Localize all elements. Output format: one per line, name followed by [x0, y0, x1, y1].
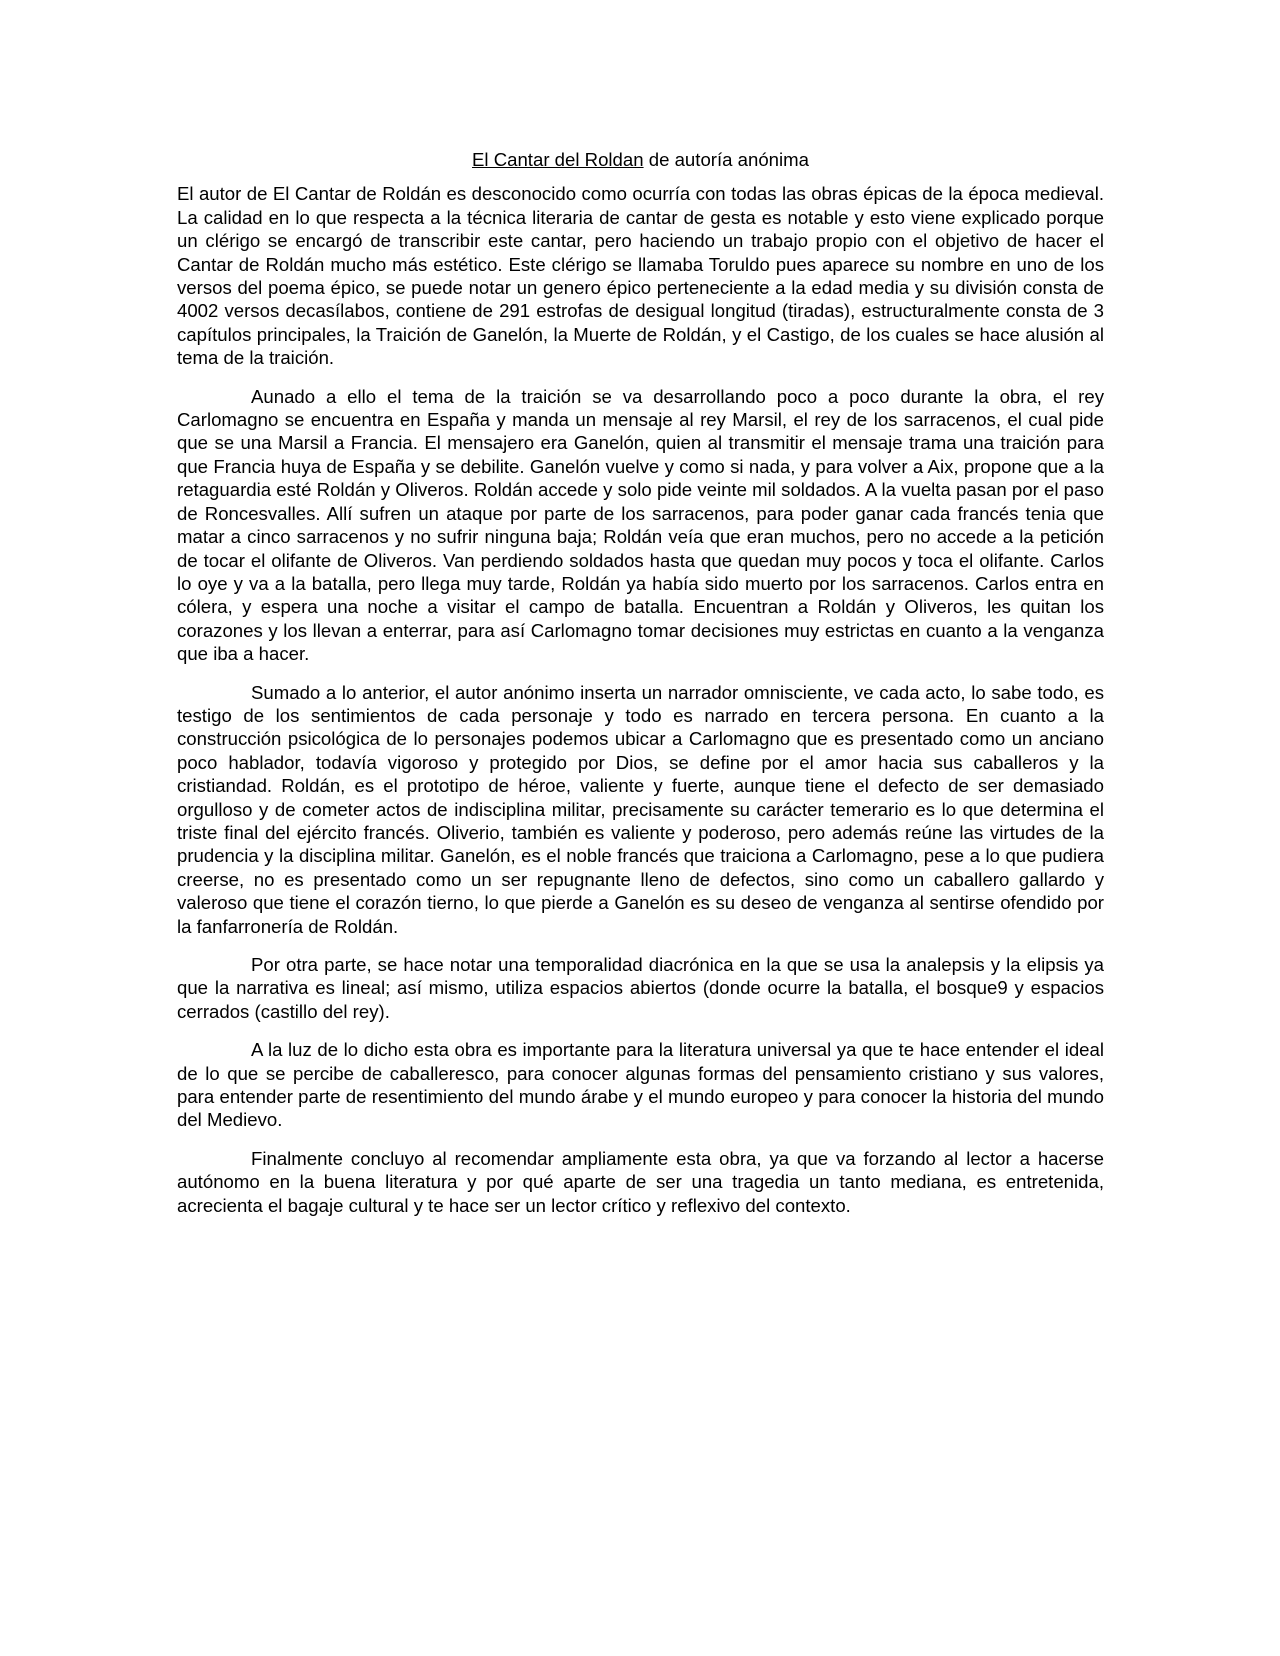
title-rest: de autoría anónima: [643, 149, 809, 170]
paragraph-3: Sumado a lo anterior, el autor anónimo inserta un narrador omnisciente, ve cada acto, lo sabe todo, es testigo de los sentimientos de cada personaje y todo es narrado en tercera persona. En cuanto a la construcción psicológica de lo personajes podemos ubicar a Carlomagno que es presentado como un anciano poco hablador, todavía vigoroso y protegido por Dios, se define por el amor hacia sus caballeros y la cristiandad. Roldán, es el prototipo de héroe, valiente y fuerte, aunque tiene el defecto de ser demasiado orgulloso y de cometer actos de indisciplina militar, precisamente su carácter temerario es lo que determina el triste final del ejército francés. Oliverio, también es valiente y poderoso, pero además reúne las virtudes de la prudencia y la disciplina militar. Ganelón, es el noble francés que traiciona a Carlomagno, pese a lo que pudiera creerse, no es presentado como un ser repugnante lleno de defectos, sino como un caballero gallardo y valeroso que tiene el corazón tierno, lo que pierde a Ganelón es su deseo de venganza al sentirse ofendido por la fanfarronería de Roldán.: [177, 681, 1104, 937]
paragraph-6: Finalmente concluyo al recomendar ampliamente esta obra, ya que va forzando al lector a hacerse autónomo en la buena literatura y por qué aparte de ser una tragedia un tanto mediana, es entretenida, acrecienta el bagaje cultural y te hace ser un lector crítico y reflexivo del contexto.: [177, 1147, 1104, 1216]
document-page: [177, 148, 1104, 1232]
paragraph-2: Aunado a ello el tema de la traición se va desarrollando poco a poco durante la obra, el rey Carlomagno se encuentra en España y manda un mensaje al rey Marsil, el rey de los sarracenos, el cual pide que se una Marsil a Francia. El mensajero era Ganelón, quien al transmitir el mensaje trama una traición para que Francia huya de España y se debilite. Ganelón vuelve y como si nada, y para volver a Aix, propone que a la retaguardia esté Roldán y Oliveros. Roldán accede y solo pide veinte mil soldados. A la vuelta pasan por el paso de Roncesvalles. Allí sufren un ataque por parte de los sarracenos, para poder ganar cada francés tenia que matar a cinco sarracenos y no sufrir ninguna baja; Roldán veía que eran muchos, pero no accede a la petición de tocar el olifante de Oliveros. Van perdiendo soldados hasta que quedan muy pocos y toca el olifante. Carlos lo oye y va a la batalla, pero llega muy tarde, Roldán ya había sido muerto por los sarracenos. Carlos entra en cólera, y espera una noche a visitar el campo de batalla. Encuentran a Roldán y Oliveros, les quitan los corazones y los llevan a enterrar, para así Carlomagno tomar decisiones muy estrictas en cuanto a la venganza que iba a hacer.: [177, 385, 1104, 665]
title-underlined: El Cantar del Roldan: [472, 149, 644, 170]
document-title: [177, 148, 1104, 171]
paragraph-4: Por otra parte, se hace notar una temporalidad diacrónica en la que se usa la analepsis y la elipsis ya que la narrativa es lineal; así mismo, utiliza espacios abiertos (donde ocurre la batalla, el bosque9 y espacios cerrados (castillo del rey).: [177, 954, 1104, 1022]
paragraph-5: A la luz de lo dicho esta obra es importante para la literatura universal ya que te hace entender el ideal de lo que se percibe de caballeresco, para conocer algunas formas del pensamiento cristiano y sus valores, para entender parte de resentimiento del mundo árabe y el mundo europeo y para conocer la historia del mundo del Medievo.: [177, 1039, 1104, 1131]
paragraph-1: El autor de El Cantar de Roldán es desconocido como ocurría con todas las obras épicas de la época medieval. La calidad en lo que respecta a la técnica literaria de cantar de gesta es notable y esto viene explicado porque un clérigo se encargó de transcribir este cantar, pero haciendo un trabajo propio con el objetivo de hacer el Cantar de Roldán mucho más estético. Este clérigo se llamaba Toruldo pues aparece su nombre en uno de los versos del poema épico, se puede notar un genero épico perteneciente a la edad media y su división consta de 4002 versos decasílabos, contiene de 291 estrofas de desigual longitud (tiradas), estructuralmente consta de 3 capítulos principales, la Traición de Ganelón, la Muerte de Roldán, y el Castigo, de los cuales se hace alusión al tema de la traición.: [177, 183, 1104, 369]
